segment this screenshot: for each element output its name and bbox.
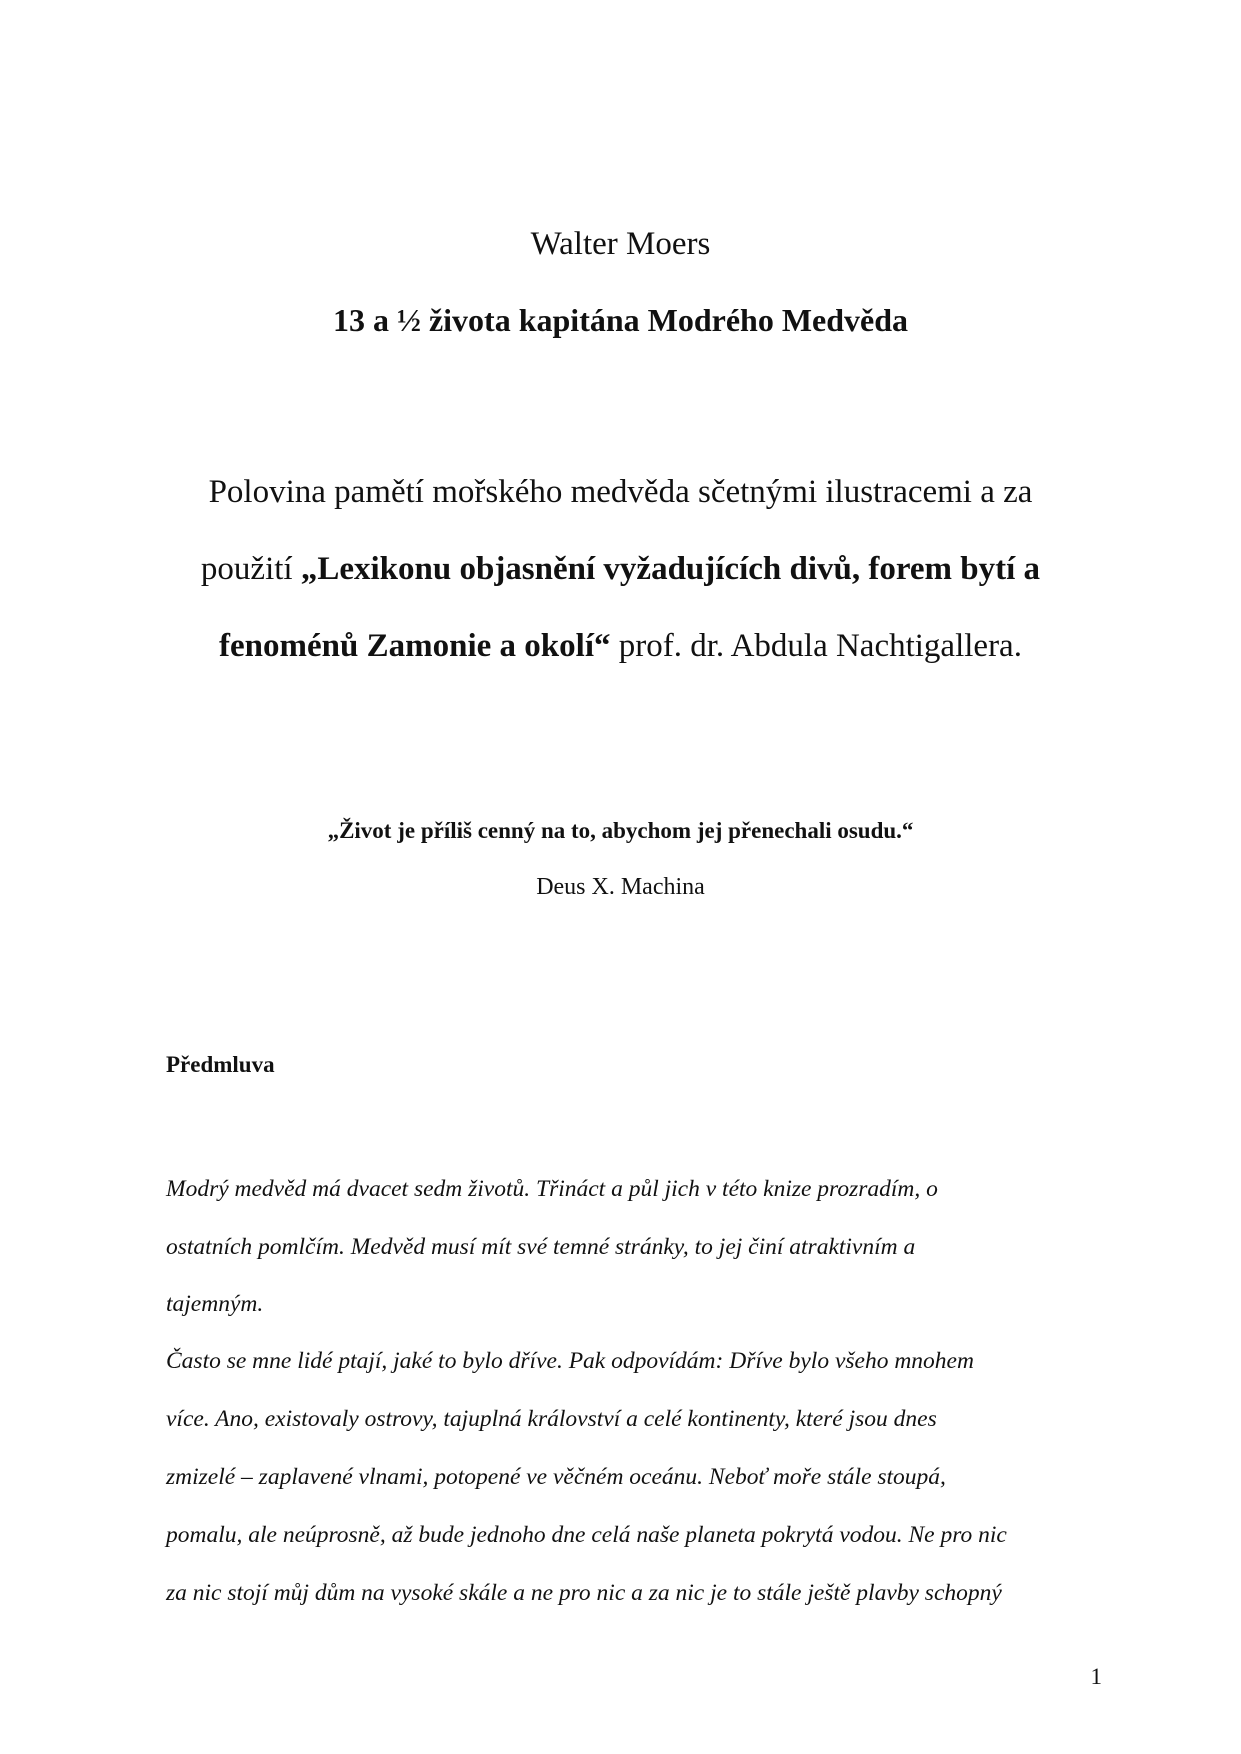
motto-attribution: Deus X. Machina [536,874,705,900]
subtitle-line-1: Polovina pamětí mořského medvěda sčetnými ilustracemi a za [208,474,1033,510]
subtitle-line-3-plain: prof. dr. Abdula Nachtigallera. [610,628,1022,664]
preface-line: tajemným. [166,1291,264,1317]
subtitle-line-2-bold: „Lexikonu objasnění vyžadujících divů, forem bytí a [300,551,1041,587]
book-subtitle [0,454,1241,685]
page-number: 1 [1090,1664,1102,1689]
subtitle-line-2 [0,531,1241,608]
subtitle-line-3 [0,608,1241,685]
preface-heading: Předmluva [166,1052,275,1077]
subtitle-line-2-plain: použití [200,551,301,587]
subtitle-line-3-bold: fenoménů Zamonie a okolí“ [219,628,611,664]
preface-line: za nic stojí můj dům na vysoké skále a ne pro nic a za nic je to stále ještě plavby schopný [166,1580,1002,1606]
book-title: 13 a ½ života kapitána Modrého Medvěda [332,302,909,338]
motto-quote: „Život je příliš cenný na to, abychom jej přenechali osudu.“ [327,818,914,843]
preface-body [166,1160,1086,1622]
preface-line: Často se mne lidé ptají, jaké to bylo dříve. Pak odpovídám: Dříve bylo všeho mnohem [166,1348,974,1374]
preface-line: více. Ano, existovaly ostrovy, tajuplná království a celé kontinenty, které jsou dnes [166,1406,937,1432]
preface-line: ostatních pomlčím. Medvěd musí mít své temné stránky, to jej činí atraktivním a [166,1234,916,1260]
preface-line: Modrý medvěd má dvacet sedm životů. Třináct a půl jich v této knize prozradím, o [166,1176,938,1202]
preface-line: pomalu, ale neúprosně, až bude jednoho dne celá naše planeta pokrytá vodou. Ne pro nic [166,1522,1007,1548]
preface-line: zmizelé – zaplavené vlnami, potopené ve věčném oceánu. Neboť moře stále stoupá, [166,1464,946,1490]
book-author: Walter Moers [530,226,711,262]
